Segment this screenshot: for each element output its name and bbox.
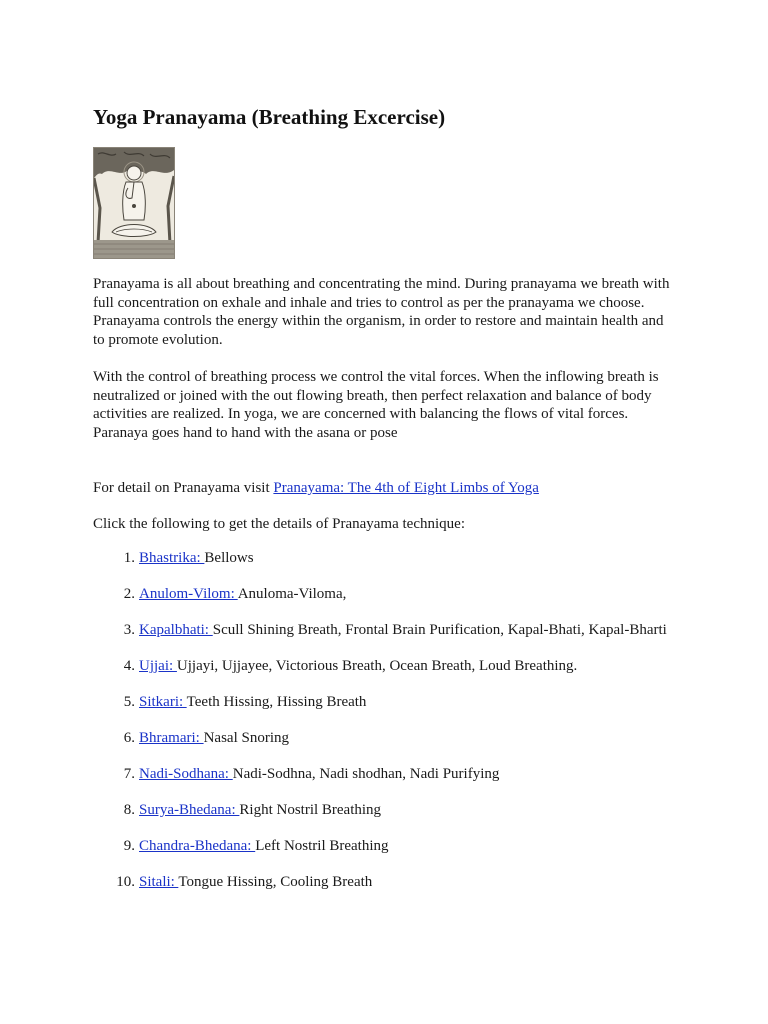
technique-link-nadi-sodhana[interactable]: Nadi-Sodhana: — [139, 766, 233, 782]
item-number: 5. — [123, 694, 135, 710]
technique-desc: Ujjayi, Ujjayee, Victorious Breath, Ocean Breath, Loud Breathing. — [176, 658, 578, 674]
technique-desc: Nadi-Sodhna, Nadi shodhan, Nadi Purifying — [232, 766, 500, 782]
item-number: 10. — [116, 874, 135, 890]
technique-link-ujjai[interactable]: Ujjai: — [139, 658, 177, 674]
technique-desc: Scull Shining Breath, Frontal Brain Purification, Kapal-Bhati, Kapal-Bharti — [212, 622, 667, 638]
technique-item — [93, 873, 673, 892]
item-number: 6. — [123, 730, 135, 746]
technique-desc: Teeth Hissing, Hissing Breath — [186, 694, 367, 710]
technique-item — [93, 549, 673, 568]
item-number: 7. — [123, 766, 135, 782]
technique-link-sitkari[interactable]: Sitkari: — [139, 694, 187, 710]
technique-desc: Anuloma-Viloma, — [237, 586, 347, 602]
technique-item — [93, 765, 673, 784]
technique-link-anulom-vilom[interactable]: Anulom-Vilom: — [139, 586, 238, 602]
technique-desc: Nasal Snoring — [203, 730, 289, 746]
item-number: 8. — [123, 802, 135, 818]
detail-prefix: For detail on Pranayama visit — [93, 480, 274, 496]
technique-item — [93, 657, 673, 676]
item-number: 3. — [123, 622, 135, 638]
technique-item — [93, 837, 673, 856]
item-number: 4. — [123, 658, 135, 674]
technique-link-sitali[interactable]: Sitali: — [139, 874, 179, 890]
technique-link-bhastrika[interactable]: Bhastrika: — [139, 550, 205, 566]
item-number: 9. — [123, 838, 135, 854]
technique-link-surya-bhedana[interactable]: Surya-Bhedana: — [139, 802, 240, 818]
technique-item — [93, 585, 673, 604]
technique-item — [93, 693, 673, 712]
technique-intro: Click the following to get the details of Pranayama technique: — [93, 516, 465, 532]
technique-list — [93, 549, 673, 909]
technique-item — [93, 801, 673, 820]
vital-forces-text: With the control of breathing process we control the vital forces. When the inflowing breath is neutralized or joined with the out flowing breath, then perfect relaxation and balance of body activities are realized. In yoga, we are concerned with balancing the flows of vital forces. — [93, 369, 659, 422]
technique-desc: Bellows — [204, 550, 254, 566]
technique-item — [93, 621, 673, 640]
technique-desc: Tongue Hissing, Cooling Breath — [178, 874, 373, 890]
item-number: 1. — [123, 550, 135, 566]
page-title: Yoga Pranayama (Breathing Excercise) — [93, 105, 446, 129]
technique-link-bhramari[interactable]: Bhramari: — [139, 730, 204, 746]
technique-desc: Right Nostril Breathing — [239, 802, 382, 818]
technique-link-chandra-bhedana[interactable]: Chandra-Bhedana: — [139, 838, 256, 854]
technique-desc: Left Nostril Breathing — [255, 838, 389, 854]
asana-note: Paranaya goes hand to hand with the asana or pose — [93, 424, 398, 441]
technique-link-kapalbhati[interactable]: Kapalbhati: — [139, 622, 213, 638]
detail-paragraph — [93, 479, 673, 498]
item-number: 2. — [123, 586, 135, 602]
intro-paragraph: Pranayama is all about breathing and concentrating the mind. During pranayama we breath with full concentration on exhale and inhale and tries to control as per the pranayama we choose. Pranayama controls the energy within the organism, in order to restore and maintain health and to promote evolution. — [93, 276, 670, 348]
eight-limbs-link[interactable]: Pranayama: The 4th of Eight Limbs of Yoga — [273, 480, 539, 496]
technique-item — [93, 729, 673, 748]
vital-forces-paragraph — [93, 368, 673, 442]
yogi-meditation-illustration — [93, 147, 175, 259]
